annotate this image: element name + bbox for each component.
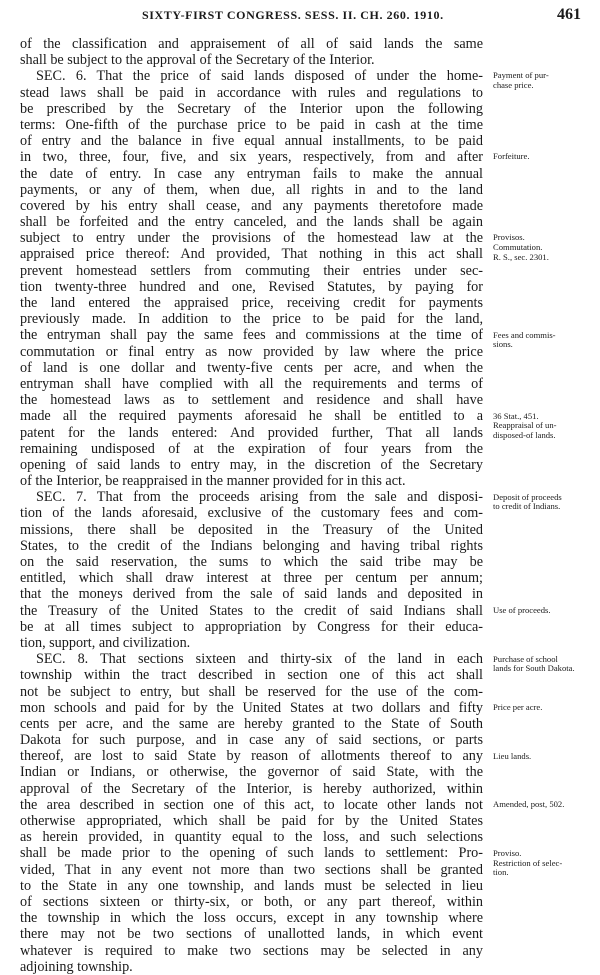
body-text-line: SEC. 6. That the price of said lands disposed of under the home- — [36, 68, 483, 85]
body-text-line: entitled, which shall draw interest at three per centum per annum; — [20, 570, 483, 587]
body-text-line: thereof, are lost to said State by reason of allotments thereof to any — [20, 748, 483, 765]
body-text-line: patent for the lands entered: And provided further, That all lands — [20, 424, 483, 441]
body-text-line: the homestead laws as to settlement and residence and shall have — [20, 392, 483, 409]
running-head: SIXTY-FIRST CONGRESS. SESS. II. CH. 260. 1910. — [142, 8, 444, 22]
body-text-line: shall be forfeited and the entry canceled, and the lands shall be again — [20, 214, 483, 231]
body-text-line: be at all times subject to appropriation by Congress for their educa- — [20, 618, 483, 635]
body-text-line: mon schools and paid for by the United States at two dollars and fifty — [20, 699, 483, 716]
body-text-line: be prescribed by the Secretary of the Interior upon the following — [20, 100, 483, 117]
body-text-line: township within the tract described in section one of this act shall — [20, 667, 483, 684]
body-text-line: made all the required payments aforesaid he shall be entitled to a — [20, 408, 483, 425]
margin-note — [493, 331, 598, 350]
body-text-line: missions, there shall be deposited in the Treasury of the United — [20, 521, 483, 538]
body-text-line: SEC. 7. That from the proceeds arising from the sale and disposi- — [36, 489, 483, 506]
margin-note — [493, 152, 598, 162]
margin-note — [493, 703, 598, 713]
margin-note-line: Amended, post, 502. — [493, 799, 565, 810]
margin-note — [493, 233, 598, 262]
body-text-line: subject to entry under the provisions of the homestead law at the — [20, 230, 483, 247]
body-text-line: of the Interior, be reappraised in the manner provided for in this act. — [20, 473, 406, 490]
margin-note — [493, 655, 598, 674]
body-text-line: of the classification and appraisement of all of said lands the same — [20, 36, 483, 52]
body-text-line: of sections sixteen or thirty-six, or both, or any part thereof, within — [20, 893, 483, 910]
margin-note-line: Price per acre. — [493, 702, 543, 713]
body-text-line: prevent homestead settlers from commuting their entries under sec- — [20, 262, 483, 279]
body-text-line: of land is one dollar and twenty-five cents per acre, and when the — [20, 359, 483, 376]
margin-note-line: Commutation. — [493, 241, 543, 252]
margin-note-line: Use of proceeds. — [493, 605, 551, 615]
margin-note-line: Reappraisal of un- — [493, 420, 557, 431]
margin-note-line: Provisos. — [493, 232, 525, 243]
margin-note — [493, 800, 598, 810]
margin-note — [493, 71, 598, 90]
body-text-line: covered by his entry shall cease, and any payments theretofore made — [20, 197, 483, 214]
body-text-line: the Treasury of the United States to the credit of said Indians shall — [20, 602, 483, 619]
margin-note-line: 36 Stat., 451. — [493, 410, 539, 421]
body-text-line: of entry and the balance in five equal annual installments, to be paid — [20, 133, 483, 150]
body-text-line: that the moneys derived from the sale of said lands and deposited in — [20, 586, 483, 603]
body-text-line: the land entered the appraised price, receiving credit for payments — [20, 295, 483, 311]
margin-note-line: R. S., sec. 2301. — [493, 251, 549, 262]
body-text-line: on the said reservation, the sums to which the said tribe may be — [20, 554, 483, 570]
margin-note-line: Payment of pur- — [493, 70, 549, 81]
margin-note-line: chase price. — [493, 79, 534, 90]
body-text-line: appraised price thereof: And provided, That nothing in this act shall — [20, 246, 483, 263]
margin-note — [493, 752, 598, 762]
body-text-line: the area described in section one of this act, to locate other lands not — [20, 796, 483, 813]
body-text-line: stead laws shall be paid in accordance with rules and regulations to — [20, 84, 483, 101]
running-header — [0, 6, 600, 28]
body-text-line: whatever is required to make two sections may be selected in any — [20, 942, 483, 959]
body-text-line: Dakota for such purpose, and in case any of said sections, or parts — [20, 732, 483, 749]
body-text-line: States, to the credit of the Indians belonging and having tribal rights — [20, 537, 483, 554]
body-text-line: entryman shall have complied with all the requirements and terms of — [20, 375, 483, 392]
margin-note-line: Deposit of proceeds — [493, 491, 562, 502]
body-text-line: otherwise appropriated, which shall be paid for by the United States — [20, 813, 483, 829]
body-text-line: terms: One-fifth of the purchase price to be paid in cash at the time — [20, 116, 483, 133]
body-text-line: to the State in any one township, and lands must be selected in lieu — [20, 877, 483, 894]
page-number: 461 — [557, 6, 581, 23]
body-text-line: tion of the lands aforesaid, exclusive of the customary fees and com- — [20, 505, 483, 522]
margin-note — [493, 606, 598, 616]
body-text-line: as herein provided, in quantity equal to the loss, and such selections — [20, 829, 483, 846]
body-text-line: shall be subject to the approval of the Secretary of the Interior. — [20, 52, 375, 69]
body-text-line: Indian or Indians, or otherwise, the governor of said State, with the — [20, 764, 483, 781]
margin-note-line: tion. — [493, 867, 509, 878]
body-text-line: shall be made prior to the opening of such lands to settlement: Pro- — [20, 845, 483, 862]
body-text-line: tion, support, and civilization. — [20, 634, 191, 651]
margin-note-line: Proviso. — [493, 848, 522, 858]
margin-note-line: Purchase of school — [493, 653, 558, 664]
margin-note-line: Lieu lands. — [493, 750, 532, 761]
body-text-line: cents per acre, and the same are hereby granted to the State of South — [20, 715, 483, 732]
body-text-line: the entryman shall pay the same fees and commissions at the time of — [20, 327, 483, 344]
body-text-line: vided, That in any event not more than two sections shall be granted — [20, 861, 483, 878]
body-text-line: payments, or any of them, when due, all rights in and to the land — [20, 181, 483, 198]
statute-body-text — [20, 36, 483, 975]
margin-note-line: to credit of Indians. — [493, 501, 561, 512]
margin-note-line: disposed-of lands. — [493, 429, 556, 440]
body-text-line: in two, three, four, five, and six years, respectively, from and after — [20, 149, 483, 166]
body-text-line: the township in which the loss occurs, except in any township where — [20, 910, 483, 927]
margin-note-line: Fees and commis- — [493, 329, 556, 340]
margin-note-line: Forfeiture. — [493, 151, 530, 162]
margin-note — [493, 849, 598, 878]
margin-note — [493, 412, 598, 441]
body-text-line: approval of the Secretary of the Interior, is hereby authorized, within — [20, 780, 483, 797]
body-text-line: commutation or final entry as now provided by law where the price — [20, 343, 483, 360]
body-text-line: there may not be two sections of unallotted lands, in which event — [20, 926, 483, 943]
body-text-line: the date of entry. In case any entryman fails to make the annual — [20, 165, 483, 182]
body-text-line: tion twenty-three hundred and one, Revised Statutes, by paying for — [20, 278, 483, 295]
body-text-line: opening of said lands to entry may, in the discretion of the Secretary — [20, 456, 483, 473]
margin-note-line: lands for South Dakota. — [493, 663, 575, 674]
body-text-line: remaining undisposed of at the expiration of four years from the — [20, 440, 483, 457]
margin-note-line: sions. — [493, 339, 513, 350]
body-text-line: not be subject to entry, but shall be reserved for the use of the com- — [20, 683, 483, 700]
body-text-line: adjoining township. — [20, 958, 133, 975]
body-text-line: previously made. In addition to the price to be paid for the land, — [20, 311, 483, 328]
margin-note — [493, 493, 598, 512]
body-text-line: SEC. 8. That sections sixteen and thirty-six of the land in each — [36, 651, 483, 668]
margin-note-line: Restriction of selec- — [493, 857, 563, 868]
